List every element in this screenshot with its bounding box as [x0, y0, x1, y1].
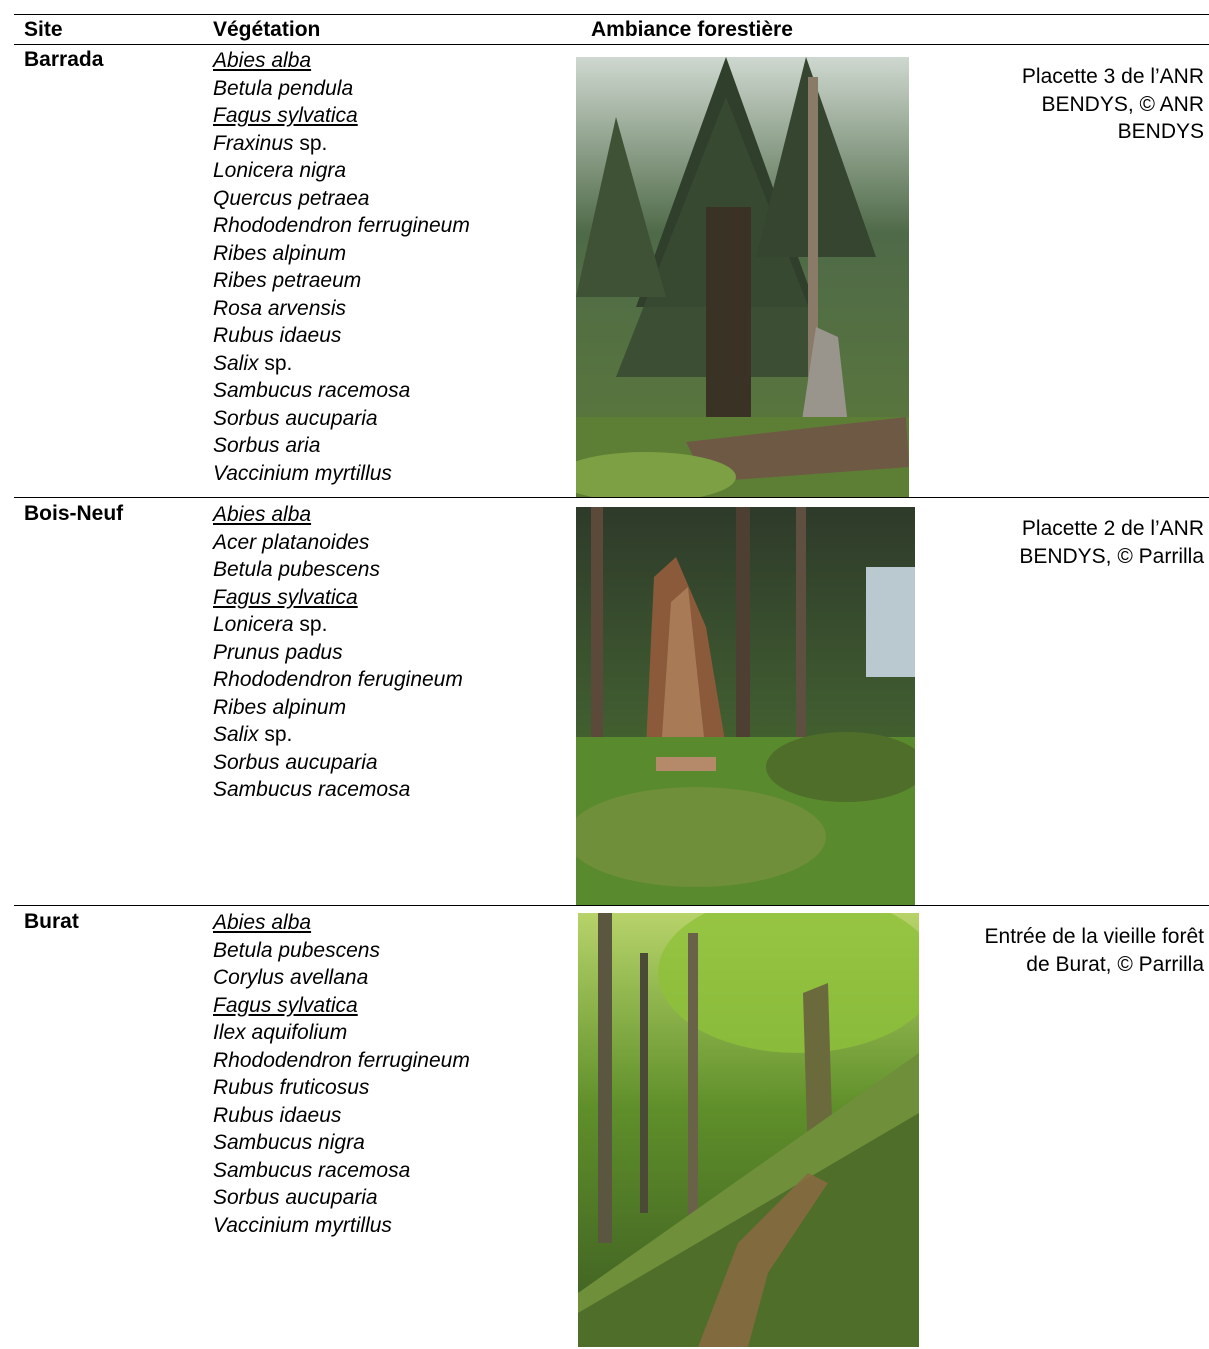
- species-name: Corylus avellana: [213, 966, 369, 989]
- site-name: Barrada: [24, 48, 104, 71]
- species-item: [213, 212, 470, 240]
- species-name: Sorbus aucuparia: [213, 750, 378, 774]
- species-item: [213, 639, 463, 667]
- species-item: [213, 556, 463, 584]
- species-name: Lonicera nigra: [213, 159, 347, 182]
- species-item: [213, 1212, 470, 1240]
- species-item: [213, 529, 463, 557]
- species-item: [213, 1157, 470, 1185]
- species-name: Ribes alpinum: [213, 241, 347, 265]
- species-item: [213, 1047, 470, 1075]
- species-name: Betula pendula: [213, 76, 354, 100]
- species-name: Salix: [213, 723, 259, 746]
- species-item: [213, 501, 463, 529]
- caption-line: BENDYS, © Parrilla: [1019, 544, 1204, 568]
- site-name: Burat: [24, 910, 79, 933]
- species-suffix: sp.: [258, 723, 293, 746]
- species-item: [213, 460, 470, 488]
- photo-caption: [985, 923, 1204, 978]
- header-ambiance: Ambiance forestière: [591, 18, 793, 41]
- caption-line: BENDYS, © ANR: [1041, 92, 1204, 116]
- site-name: Bois-Neuf: [24, 502, 124, 525]
- photo-caption: [1022, 63, 1204, 146]
- species-item: [213, 102, 470, 130]
- photo-caption: [1019, 515, 1204, 570]
- header-vegetation: Végétation: [213, 18, 321, 41]
- species-item: [213, 937, 470, 965]
- caption-line: Entrée de la vieille forêt: [984, 925, 1204, 948]
- species-name: Sambucus nigra: [213, 1131, 365, 1154]
- species-item: [213, 240, 470, 268]
- species-name: Ribes petraeum: [213, 269, 362, 292]
- species-item: [213, 405, 470, 433]
- species-list: [213, 909, 470, 1239]
- species-name: Fagus sylvatica: [213, 993, 358, 1017]
- species-name: Rhododendron ferugineum: [213, 668, 463, 691]
- species-name: Abies alba: [213, 49, 312, 72]
- species-name: Sambucus racemosa: [213, 1158, 411, 1182]
- species-name: Quercus petraea: [213, 186, 370, 210]
- species-item: [213, 776, 463, 804]
- species-name: Salix: [213, 351, 259, 375]
- species-name: Rubus idaeus: [213, 324, 342, 347]
- species-name: Sambucus racemosa: [213, 379, 411, 402]
- caption-line: de Burat, © Parrilla: [1026, 952, 1204, 976]
- table-row: [14, 909, 1209, 1349]
- species-name: Rhododendron ferrugineum: [213, 214, 470, 237]
- species-name: Betula pubescens: [213, 558, 380, 581]
- caption-line: BENDYS: [1117, 120, 1204, 143]
- species-name: Fraxinus: [213, 131, 294, 155]
- species-item: [213, 130, 470, 158]
- table-top-rule: [14, 14, 1209, 15]
- species-name: Fagus sylvatica: [213, 585, 358, 609]
- species-name: Abies alba: [213, 911, 312, 934]
- species-item: [213, 185, 470, 213]
- species-name: Acer platanoides: [213, 530, 370, 554]
- table-row: [14, 47, 1209, 499]
- caption-line: Placette 2 de l’ANR: [1021, 517, 1204, 540]
- species-suffix: sp.: [293, 613, 328, 636]
- species-name: Ribes alpinum: [213, 695, 347, 719]
- species-item: [213, 611, 463, 639]
- species-item: [213, 749, 463, 777]
- species-name: Abies alba: [213, 503, 312, 526]
- species-list: [213, 47, 470, 487]
- header-site: Site: [24, 18, 63, 41]
- forest-photo-barrada: [576, 57, 909, 497]
- species-item: [213, 1184, 470, 1212]
- species-item: [213, 909, 470, 937]
- species-name: Rhododendron ferrugineum: [213, 1048, 470, 1072]
- species-item: [213, 1074, 470, 1102]
- species-item: [213, 295, 470, 323]
- species-item: [213, 377, 470, 405]
- species-name: Vaccinium myrtillus: [213, 461, 392, 485]
- row-rule: [14, 905, 1209, 906]
- species-suffix: sp.: [293, 131, 328, 155]
- species-name: Prunus padus: [213, 640, 343, 664]
- species-item: [213, 75, 470, 103]
- species-item: [213, 350, 470, 378]
- species-item: [213, 721, 463, 749]
- species-item: [213, 267, 470, 295]
- species-name: Rubus fruticosus: [213, 1076, 370, 1099]
- species-name: Sorbus aucuparia: [213, 1186, 378, 1209]
- species-item: [213, 157, 470, 185]
- species-name: Lonicera: [213, 613, 294, 636]
- species-item: [213, 432, 470, 460]
- species-item: [213, 1019, 470, 1047]
- species-item: [213, 47, 470, 75]
- species-name: Sorbus aria: [213, 434, 321, 457]
- species-name: Ilex aquifolium: [213, 1021, 348, 1044]
- header-bottom-rule: [14, 44, 1209, 45]
- species-name: Fagus sylvatica: [213, 104, 358, 127]
- species-name: Sorbus aucuparia: [213, 406, 378, 430]
- species-item: [213, 584, 463, 612]
- species-name: Rosa arvensis: [213, 296, 347, 320]
- species-name: Betula pubescens: [213, 938, 380, 962]
- species-item: [213, 694, 463, 722]
- table-row: [14, 501, 1209, 906]
- species-item: [213, 666, 463, 694]
- forest-photo-bois-neuf: [576, 507, 915, 905]
- species-item: [213, 322, 470, 350]
- row-rule: [14, 497, 1209, 498]
- species-item: [213, 1129, 470, 1157]
- species-name: Vaccinium myrtillus: [213, 1213, 392, 1237]
- species-item: [213, 964, 470, 992]
- caption-line: Placette 3 de l’ANR: [1021, 65, 1204, 88]
- species-suffix: sp.: [258, 351, 293, 375]
- species-list: [213, 501, 463, 804]
- species-name: Sambucus racemosa: [213, 778, 411, 801]
- species-name: Rubus idaeus: [213, 1103, 342, 1127]
- species-item: [213, 992, 470, 1020]
- species-item: [213, 1102, 470, 1130]
- forest-photo-burat: [578, 913, 919, 1347]
